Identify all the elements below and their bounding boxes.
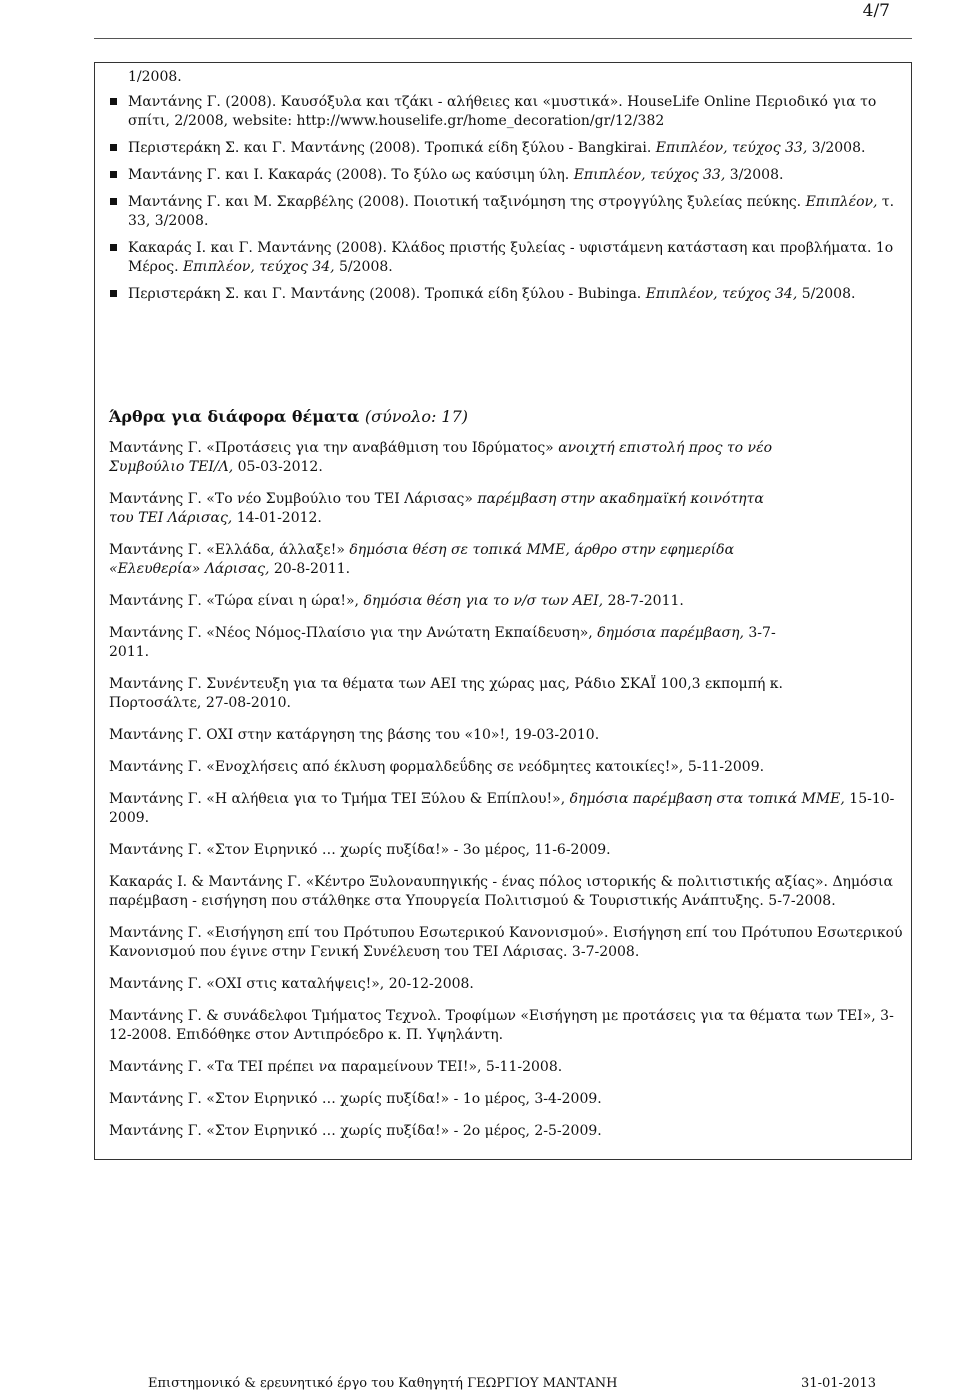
article-item xyxy=(109,726,789,745)
article-text: Κακαράς Ι. & Μαντάνης Γ. «Κέντρο Ξυλοναυπηγικής - ένας πόλος ιστορικής & πολιτιστικής αξίας». Δημόσια παρέμβαση - εισήγηση που στάλθηκε στα Υπουργεία Πολιτισμού & Τουριστικής Ανάπτυξης. 5-7-2008. xyxy=(109,874,893,909)
page-number: 4/7 xyxy=(862,1,890,21)
publication-issue: 5/2008. xyxy=(334,259,393,275)
publication-issue: 3/2008. xyxy=(725,167,784,183)
square-bullet-icon xyxy=(110,290,117,297)
article-text: Μαντάνης Γ. «Το νέο Συμβούλιο του ΤΕΙ Λάρισας» xyxy=(109,491,478,507)
section-heading xyxy=(109,407,468,426)
publication-item xyxy=(110,285,908,304)
publication-text: Μαντάνης Γ. και Μ. Σκαρβέλης (2008). Ποιοτική ταξινόμηση της στρογγύλης ξυλείας πεύκης. xyxy=(128,194,806,210)
publication-source: Επιπλέον, τεύχος 33, xyxy=(573,167,726,183)
publication-source: Επιπλέον, xyxy=(805,194,878,210)
publication-item xyxy=(110,93,908,131)
square-bullet-icon xyxy=(110,144,117,151)
section-count: (σύνολο: 17) xyxy=(364,407,469,426)
square-bullet-icon xyxy=(110,198,117,205)
publication-source: Επιπλέον, τεύχος 34, xyxy=(183,259,335,275)
article-item xyxy=(109,439,789,477)
publication-source: Επιπλέον, τεύχος 33, xyxy=(655,140,808,156)
article-text: Μαντάνης Γ. «Στον Ειρηνικό … χωρίς πυξίδα!» - 1ο μέρος, 3-4-2009. xyxy=(109,1091,602,1107)
article-venue: δημόσια θέση σε τοπικά ΜΜΕ, άρθρο στην εφημερίδα «Ελευθερία» Λάρισας, xyxy=(109,542,735,577)
square-bullet-icon xyxy=(110,244,117,251)
article-item xyxy=(109,592,789,611)
article-item xyxy=(109,1007,909,1045)
article-item xyxy=(109,1090,789,1109)
article-date: 3-7-2011. xyxy=(109,625,776,660)
article-text: Μαντάνης Γ. «Ελλάδα, άλλαξε!» xyxy=(109,542,350,558)
article-venue: δημόσια παρέμβαση στα τοπικά ΜΜΕ, xyxy=(569,791,845,807)
continuation-text: 1/2008. xyxy=(128,69,182,85)
publication-source: Επιπλέον, τεύχος 34, xyxy=(645,286,798,302)
publication-item xyxy=(110,193,908,231)
article-text: Μαντάνης Γ. «Ενοχλήσεις από έκλυση φορμαλδεΰδης σε νεόδμητες κατοικίες!», 5-11-2009. xyxy=(109,759,765,775)
square-bullet-icon xyxy=(110,171,117,178)
square-bullet-icon xyxy=(110,98,117,105)
article-text: Μαντάνης Γ. «Νέος Νόμος-Πλαίσιο για την Ανώτατη Εκπαίδευση», xyxy=(109,625,598,641)
article-date: 28-7-2011. xyxy=(603,593,684,609)
publication-issue: τ. 33, 3/2008. xyxy=(128,194,895,229)
article-list xyxy=(109,439,903,1154)
article-venue: παρέμβαση στην ακαδημαϊκή κοινότητα του ΤΕΙ Λάρισας, xyxy=(109,491,764,526)
article-text: Μαντάνης Γ. «Εισήγηση επί του Πρότυπου Εσωτερικού Κανονισμού». Εισήγηση επί του Πρότυπου Εσωτερικού Κανονισμού που έγινε στην Γενική Συνέλευση του ΤΕΙ Λάρισας. 3-7-2008. xyxy=(109,925,903,960)
article-item xyxy=(109,675,789,713)
article-text: Μαντάνης Γ. «Τα ΤΕΙ πρέπει να παραμείνουν ΤΕΙ!», 5-11-2008. xyxy=(109,1059,563,1075)
article-text: Μαντάνης Γ. «ΟΧΙ στις καταλήψεις!», 20-12-2008. xyxy=(109,976,474,992)
article-text: Μαντάνης Γ. «Στον Ειρηνικό … χωρίς πυξίδα!» - 3ο μέρος, 11-6-2009. xyxy=(109,842,611,858)
article-item xyxy=(109,975,789,994)
article-item xyxy=(109,490,789,528)
article-date: 20-8-2011. xyxy=(269,561,351,577)
article-text: Μαντάνης Γ. ΟΧΙ στην κατάργηση της βάσης του «10»!, 19-03-2010. xyxy=(109,727,600,743)
publication-item xyxy=(110,166,908,185)
page-footer xyxy=(148,1376,876,1392)
publication-list xyxy=(110,93,908,312)
publication-text: Κακαράς Ι. και Γ. Μαντάνης (2008). Κλάδος πριστής ξυλείας - υφιστάμενη κατάσταση και προβλήματα. 1ο Μέρος. xyxy=(128,240,894,275)
article-text: Μαντάνης Γ. «Τώρα είναι η ώρα!», xyxy=(109,593,364,609)
article-date: 05-03-2012. xyxy=(233,459,323,475)
article-item xyxy=(109,624,789,662)
publication-issue: 5/2008. xyxy=(797,286,856,302)
article-item xyxy=(109,873,909,911)
content-frame xyxy=(94,62,912,1160)
publication-item xyxy=(110,139,908,158)
publication-issue: 3/2008. xyxy=(807,140,866,156)
article-date: 15-10-2009. xyxy=(109,791,895,826)
article-text: Μαντάνης Γ. Συνέντευξη για τα θέματα των ΑΕΙ της χώρας μας, Ράδιο ΣΚΑΪ 100,3 εκπομπή κ. Πορτοσάλτε, 27-08-2010. xyxy=(109,676,783,711)
header-rule xyxy=(94,38,912,39)
publication-text: Μαντάνης Γ. (2008). Καυσόξυλα και τζάκι - αλήθειες και «μυστικά». HouseLife Online Περιοδικό για το σπίτι, 2/2008, website: http://www.houselife.gr/home_decoration/gr/12/382 xyxy=(128,94,877,129)
footer-date: 31-01-2013 xyxy=(801,1376,876,1391)
publication-text: Περιστεράκη Σ. και Γ. Μαντάνης (2008). Τροπικά είδη ξύλου - Bubinga. xyxy=(128,286,646,302)
publication-item xyxy=(110,239,908,277)
article-item xyxy=(109,924,909,962)
article-venue: ανοιχτή επιστολή προς το νέο Συμβούλιο ΤΕΙ/Λ, xyxy=(109,440,773,475)
article-venue: δημόσια θέση για το ν/σ των ΑΕΙ, xyxy=(363,593,604,609)
article-item xyxy=(109,1058,789,1077)
publication-text: Περιστεράκη Σ. και Γ. Μαντάνης (2008). Τροπικά είδη ξύλου - Bangkirai. xyxy=(128,140,656,156)
article-date: 14-01-2012. xyxy=(232,510,322,526)
footer-title: Επιστημονικό & ερευνητικό έργο του Καθηγητή ΓΕΩΡΓΙΟΥ ΜΑΝΤΑΝΗ xyxy=(148,1376,618,1391)
article-text: Μαντάνης Γ. & συνάδελφοι Τμήματος Τεχνολ. Τροφίμων «Εισήγηση με προτάσεις για τα θέματα των ΤΕΙ», 3-12-2008. Επιδόθηκε στον Αντιπρόεδρο κ. Π. Υψηλάντη. xyxy=(109,1008,894,1043)
article-item xyxy=(109,841,789,860)
article-text: Μαντάνης Γ. «Στον Ειρηνικό … χωρίς πυξίδα!» - 2ο μέρος, 2-5-2009. xyxy=(109,1123,602,1139)
article-text: Μαντάνης Γ. «Η αλήθεια για το Τμήμα ΤΕΙ Ξύλου & Επίπλου!», xyxy=(109,791,570,807)
article-text: Μαντάνης Γ. «Προτάσεις για την αναβάθμιση του Ιδρύματος» xyxy=(109,440,559,456)
article-item xyxy=(109,790,909,828)
section-title: Άρθρα για διάφορα θέματα xyxy=(109,407,360,426)
article-item xyxy=(109,541,789,579)
article-item xyxy=(109,1122,789,1141)
article-venue: δημόσια παρέμβαση, xyxy=(597,625,744,641)
article-item xyxy=(109,758,909,777)
publication-text: Μαντάνης Γ. και Ι. Κακαράς (2008). Το ξύλο ως καύσιμη ύλη. xyxy=(128,167,574,183)
